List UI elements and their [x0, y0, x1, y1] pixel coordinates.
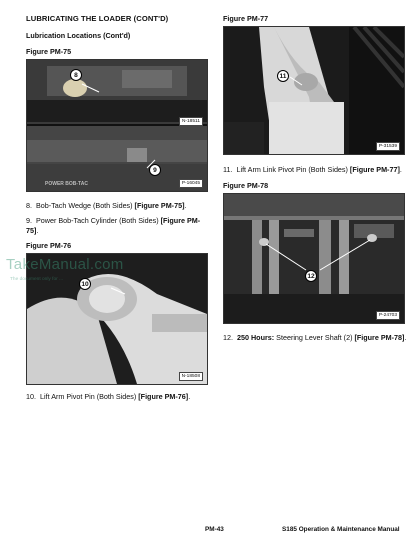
section-title: LUBRICATING THE LOADER (CONT'D): [26, 14, 169, 23]
figure-pm76-label: Figure PM-76: [26, 241, 72, 250]
item-11-text: Lift Arm Link Pivot Pin (Both Sides): [236, 165, 350, 174]
embossed-label: POWER BOB-TAC: [45, 181, 88, 187]
figure-pm77-image: [224, 27, 404, 154]
watermark-sub: The document only for ...: [10, 277, 64, 282]
figure-pm78-image: [224, 194, 404, 323]
item-8-num: 8.: [26, 201, 32, 210]
item-10-end: .: [188, 392, 191, 401]
item-8-text: Bob-Tach Wedge (Both Sides): [36, 201, 135, 210]
item-8: [26, 201, 206, 211]
figure-pm78-photo: [223, 193, 405, 324]
item-12: [223, 333, 408, 343]
item-10: [26, 392, 206, 402]
figure-pm75-label: Figure PM-75: [26, 47, 72, 56]
item-11-end: .: [399, 165, 402, 174]
figure-pm76-image: [27, 254, 207, 384]
figure-pm77-photo: [223, 26, 405, 155]
watermark-main: TakeManual.com: [6, 256, 124, 273]
item-8-ref: [Figure PM-75]: [134, 201, 185, 210]
item-9-num: 9.: [26, 216, 32, 225]
item-8-end: .: [184, 201, 187, 210]
item-11-ref: [Figure PM-77]: [349, 165, 400, 174]
item-12-end: .: [404, 333, 407, 342]
item-9-end: .: [36, 226, 39, 235]
item-12-num: 12.: [223, 333, 233, 342]
figure-ref-n18511: N-18511: [179, 117, 203, 126]
figure-ref-p31539: P-31539: [376, 142, 400, 151]
callout-9: 9: [149, 164, 161, 176]
callout-12: 12: [305, 270, 317, 282]
callout-11: 11: [277, 70, 289, 82]
item-11: [223, 165, 408, 175]
figure-ref-p24703: P-24703: [376, 311, 400, 320]
item-11-num: 11.: [223, 165, 233, 174]
item-10-text: Lift Arm Pivot Pin (Both Sides): [40, 392, 139, 401]
item-12-text: Steering Lever Shaft (2): [274, 333, 355, 342]
figure-pm75-photo: [26, 59, 208, 192]
figure-ref-p16045: P-16045: [179, 179, 203, 188]
item-12-ref: [Figure PM-78]: [354, 333, 405, 342]
subsection-title: Lubrication Locations (Cont'd): [26, 31, 131, 40]
item-9: [26, 216, 206, 236]
figure-ref-n18508: N-18508: [179, 372, 203, 381]
callout-10: 10: [79, 278, 91, 290]
item-12-lead: 250 Hours:: [237, 333, 275, 342]
item-9-ref: [Figure PM-75]: [26, 216, 201, 235]
page-number: PM-43: [205, 526, 224, 533]
manual-title: S185 Operation & Maintenance Manual: [282, 526, 400, 533]
item-9-text: Power Bob-Tach Cylinder (Both Sides): [36, 216, 161, 225]
item-10-num: 10.: [26, 392, 36, 401]
figure-pm78-label: Figure PM-78: [223, 181, 269, 190]
figure-pm77-label: Figure PM-77: [223, 14, 269, 23]
item-10-ref: [Figure PM-76]: [138, 392, 189, 401]
callout-8: 8: [70, 69, 82, 81]
